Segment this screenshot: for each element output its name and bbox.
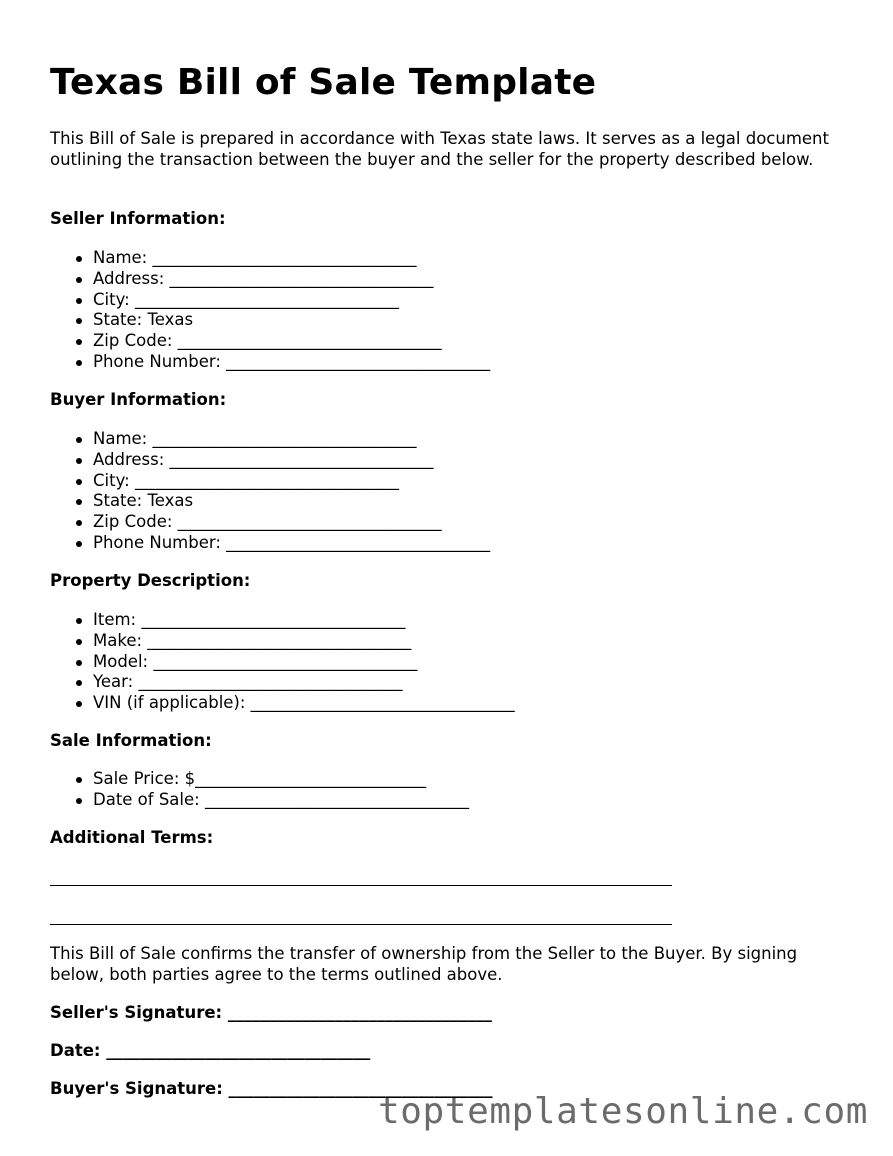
sale-fields-list [50,769,469,811]
signature-date-field[interactable]: Date: ________________________________ [50,1041,371,1060]
buyer-signature-field[interactable]: Buyer's Signature: ________________________________ [50,1079,493,1098]
sale-date-field[interactable]: Date of Sale: ________________________________ [50,790,469,811]
additional-terms-line-1[interactable] [50,885,672,886]
buyer-city-field[interactable]: City: ________________________________ [50,471,490,492]
seller-zip-field[interactable]: Zip Code: ________________________________ [50,331,490,352]
buyer-state-field: State: Texas [50,491,490,512]
seller-name-field[interactable]: Name: ________________________________ [50,248,490,269]
property-vin-field[interactable]: VIN (if applicable): ________________________________ [50,693,515,714]
seller-phone-field[interactable]: Phone Number: ________________________________ [50,352,490,373]
buyer-phone-field[interactable]: Phone Number: ________________________________ [50,533,490,554]
buyer-zip-field[interactable]: Zip Code: ________________________________ [50,512,490,533]
buyer-fields-list [50,429,490,554]
seller-signature-field[interactable]: Seller's Signature: ________________________________ [50,1003,492,1022]
additional-terms-line-2[interactable] [50,924,672,925]
property-make-field[interactable]: Make: ________________________________ [50,631,515,652]
property-fields-list [50,610,515,714]
property-item-field[interactable]: Item: ________________________________ [50,610,515,631]
property-heading: Property Description: [50,571,251,590]
page-title: Texas Bill of Sale Template [50,62,597,103]
property-model-field[interactable]: Model: ________________________________ [50,652,515,673]
sale-price-field[interactable]: Sale Price: $____________________________ [50,769,469,790]
seller-fields-list [50,248,490,373]
closing-paragraph: This Bill of Sale confirms the transfer of ownership from the Seller to the Buyer. By signing below, both parties agree to the terms outlined above. [50,944,798,984]
buyer-heading: Buyer Information: [50,390,227,409]
seller-city-field[interactable]: City: ________________________________ [50,290,490,311]
seller-address-field[interactable]: Address: ________________________________ [50,269,490,290]
property-year-field[interactable]: Year: ________________________________ [50,672,515,693]
buyer-address-field[interactable]: Address: ________________________________ [50,450,490,471]
seller-heading: Seller Information: [50,209,226,228]
sale-heading: Sale Information: [50,731,212,750]
watermark-text: toptemplatesonline.com [377,1091,868,1132]
additional-terms-heading: Additional Terms: [50,828,214,847]
intro-paragraph: This Bill of Sale is prepared in accordance with Texas state laws. It serves as a legal document outlining the transaction between the buyer and the seller for the property described below. [50,129,829,169]
buyer-name-field[interactable]: Name: ________________________________ [50,429,490,450]
seller-state-field: State: Texas [50,310,490,331]
